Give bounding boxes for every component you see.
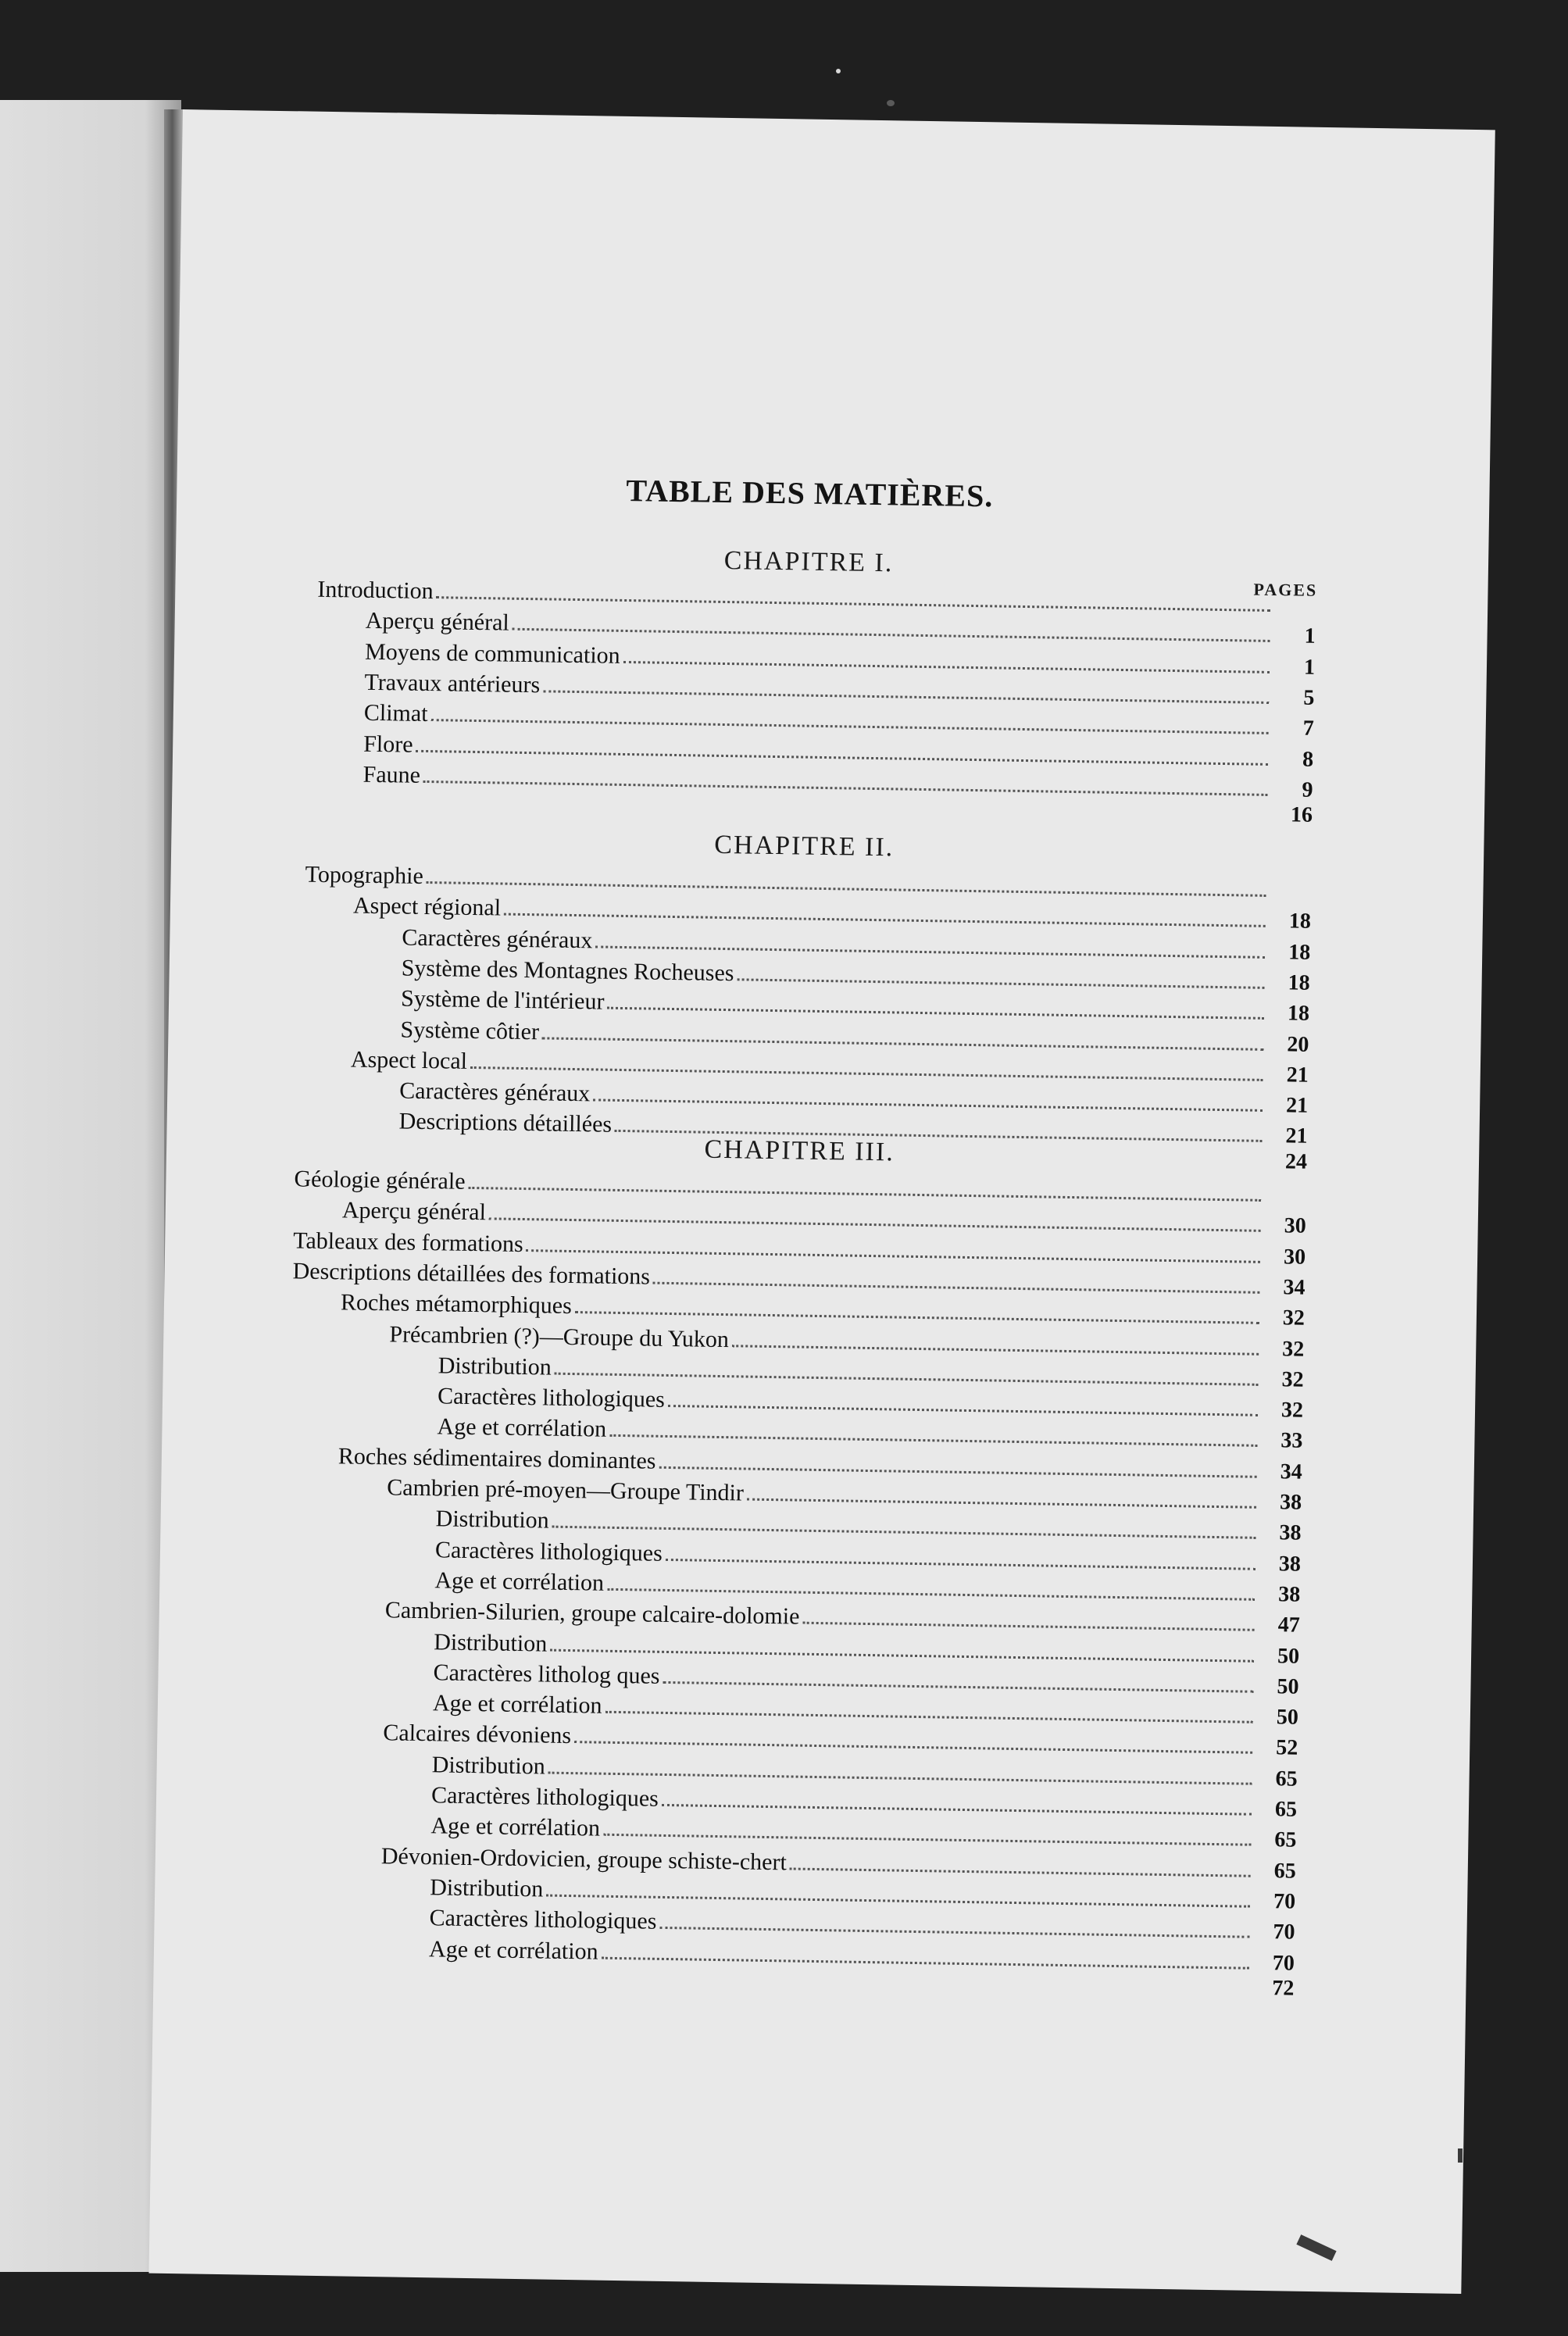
toc-entry-label: Distribution: [438, 1352, 552, 1381]
toc-entry-label: Age et corrélation: [432, 1690, 602, 1719]
toc-page-number: 21: [1285, 1093, 1309, 1118]
toc-dot-leader: [423, 780, 1268, 796]
toc-entry-label: Age et corrélation: [430, 1813, 601, 1841]
toc-entry-label: Dévonien-Ordovicien, groupe schiste-chert: [380, 1842, 788, 1876]
toc-page-number: 34: [1283, 1275, 1305, 1300]
toc-entry-label: Caractères généraux: [402, 924, 593, 953]
toc-page-number: 38: [1278, 1582, 1301, 1607]
toc-dot-leader: [601, 1956, 1248, 1969]
toc-page-number: 34: [1280, 1459, 1303, 1484]
toc-entry-label: Aspect régional: [352, 892, 502, 921]
toc-page-number: 16: [1290, 802, 1313, 827]
toc-entry-label: Moyens de communication: [364, 638, 620, 669]
toc-page-number: 20: [1287, 1031, 1309, 1057]
toc-entry-label: Roches sédimentaires dominantes: [338, 1443, 656, 1474]
toc-entry-label: Géologie générale: [294, 1166, 466, 1195]
document-page: [148, 109, 1495, 2294]
toc-page-number: 38: [1279, 1520, 1302, 1546]
toc-entry-label: Climat: [363, 699, 428, 727]
toc-page-number: 32: [1282, 1336, 1305, 1362]
chapter-heading-2: CHAPITRE II.: [714, 830, 895, 863]
toc-entry-label: Cambrien pré-moyen—Groupe Tindir: [387, 1474, 745, 1506]
toc-entry-label: Distribution: [431, 1751, 546, 1780]
toc-entry-label: Caractères généraux: [399, 1077, 591, 1107]
toc-page-number: 52: [1275, 1735, 1298, 1761]
toc-page-number: 32: [1281, 1367, 1304, 1392]
toc-entry-label: Système côtier: [400, 1016, 540, 1045]
toc-page-number: 18: [1288, 970, 1310, 995]
toc-entry-label: Système des Montagnes Rocheuses: [401, 955, 734, 987]
toc-page-number: 65: [1273, 1858, 1297, 1884]
toc-entry-label: Travaux antérieurs: [364, 669, 541, 698]
toc-page-number: 5: [1303, 685, 1315, 710]
toc-entry-label: Distribution: [435, 1506, 549, 1534]
toc-page-number: 18: [1287, 1001, 1310, 1026]
toc-entry-label: Age et corrélation: [437, 1413, 607, 1443]
scan-smudge: [1458, 2148, 1463, 2163]
toc-entry-label: Descriptions détaillées des formations: [292, 1258, 651, 1290]
toc-entry-label: Topographie: [305, 861, 424, 889]
toc-entry-label: Caractères lithologiques: [437, 1383, 666, 1413]
toc-entry-label: Système de l'intérieur: [400, 985, 605, 1015]
toc-page-number: 70: [1272, 1950, 1295, 1976]
toc-entry-label: Caractères litholog ques: [433, 1659, 660, 1689]
toc-dot-leader: [737, 978, 1264, 989]
toc-page-number: 65: [1275, 1766, 1298, 1791]
toc-page-number: 65: [1274, 1797, 1298, 1822]
toc-entry-label: Roches métamorphiques: [340, 1289, 573, 1320]
chapter-heading-1: CHAPITRE I.: [723, 545, 894, 578]
toc-entry-label: Aspect local: [350, 1046, 468, 1074]
toc-entry-label: Age et corrélation: [428, 1935, 598, 1965]
toc-page-number: 72: [1272, 1975, 1295, 2001]
toc-entry-label: Aperçu général: [341, 1197, 487, 1226]
toc-page-number: 9: [1302, 777, 1313, 802]
toc-entry-label: Calcaires dévoniens: [383, 1720, 572, 1749]
toc-page-number: 38: [1279, 1490, 1302, 1515]
toc-page-number: 30: [1284, 1213, 1306, 1239]
toc-dot-leader: [732, 1345, 1259, 1356]
toc-entry-label: Faune: [363, 761, 421, 788]
toc-page-number: 1: [1303, 655, 1316, 680]
toc-entry-label: Cambrien-Silurien, groupe calcaire-dolomie: [384, 1597, 800, 1630]
pages-column-header: PAGES: [1253, 579, 1318, 600]
toc-entry-label: Flore: [363, 730, 413, 758]
page-title: TABLE DES MATIÈRES.: [626, 472, 994, 514]
toc-entry-label: Introduction: [317, 576, 434, 605]
toc-page-number: 21: [1285, 1123, 1308, 1149]
toc-page-number: 30: [1283, 1244, 1306, 1270]
scan-speck: [887, 100, 895, 106]
toc-entry-label: Caractères lithologiques: [430, 1782, 659, 1812]
toc-page-number: 50: [1276, 1705, 1299, 1730]
toc-page-number: 70: [1273, 1889, 1296, 1914]
toc-page-number: 18: [1288, 909, 1312, 934]
toc-page-number: 1: [1304, 623, 1316, 649]
toc-page-number: 33: [1280, 1428, 1303, 1454]
toc-dot-leader: [790, 1867, 1251, 1877]
toc-page-number: 50: [1277, 1674, 1299, 1699]
toc-entry-label: Précambrien (?)—Groupe du Yukon: [389, 1320, 730, 1352]
toc-entry-label: Descriptions détaillées: [398, 1108, 613, 1138]
toc-entry-label: Tableaux des formations: [293, 1227, 523, 1257]
scan-speck: [836, 69, 841, 73]
toc-page-number: 18: [1288, 939, 1311, 965]
toc-dot-leader: [747, 1498, 1256, 1509]
toc-entry-label: Age et corrélation: [434, 1567, 605, 1596]
toc-entry-label: Distribution: [430, 1874, 544, 1902]
toc-entry-label: Caractères lithologiques: [429, 1905, 657, 1934]
toc-entry-label: Caractères lithologiques: [434, 1536, 663, 1566]
toc-page-number: 32: [1282, 1306, 1305, 1331]
toc-entry-label: Distribution: [433, 1628, 548, 1657]
toc-page-number: 65: [1274, 1827, 1297, 1852]
toc-page-number: 8: [1302, 747, 1314, 772]
toc-page-number: 21: [1286, 1063, 1309, 1088]
toc-page-number: 7: [1302, 716, 1314, 741]
toc-entry-label: Aperçu général: [365, 608, 510, 636]
toc-page-number: 32: [1280, 1398, 1304, 1423]
toc-page-number: 70: [1273, 1920, 1295, 1945]
toc-page-number: 50: [1277, 1643, 1300, 1669]
toc-page-number: 47: [1277, 1613, 1300, 1638]
toc-page-number: 24: [1284, 1149, 1308, 1174]
toc-page-number: 38: [1278, 1551, 1302, 1577]
chapter-heading-3: CHAPITRE III.: [704, 1134, 895, 1167]
toc-dot-leader: [802, 1622, 1254, 1631]
